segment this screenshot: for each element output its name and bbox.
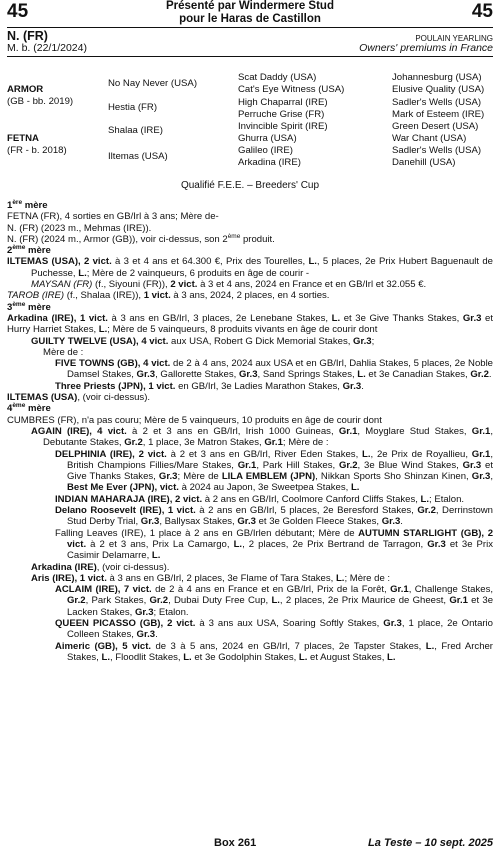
produce-entry: Aimeric (GB), 5 vict. de 3 à 5 ans, 2024 en GB/Irl, 7 places, 2e Tapster Stakes, L., Fred Archer Stakes, L., Floodlit Stakes, L. et 3e Godolphin Stakes, L. et August Stakes, L. (55, 640, 493, 663)
dam-name: FETNA (7, 133, 39, 144)
dam-info: (FR - b. 2018) (7, 145, 67, 156)
pedigree-g4: Elusive Quality (USA) (392, 84, 485, 95)
sale-date: La Teste – 10 sept. 2025 (368, 837, 493, 849)
box-number: Box 261 (214, 837, 257, 849)
dam-4-record: CUMBRES (FR), n'a pas couru; Mère de 5 vainqueurs, 10 produits en âge de courir dont (7, 414, 382, 426)
pedigree-g2: No Nay Never (USA) (108, 78, 198, 89)
produce-entry: INDIAN MAHARAJA (IRE), 2 vict. à 2 ans en GB/Irl, Coolmore Canford Cliffs Stakes, L.; Etalon. (55, 493, 465, 505)
pedigree-g2: Hestia (FR) (108, 102, 158, 113)
pedigree-g3: Perruche Grise (FR) (238, 109, 325, 120)
pedigree-g3: Scat Daddy (USA) (238, 72, 317, 83)
produce-entry: Three Priests (JPN), 1 vict. en GB/Irl, 3e Ladies Marathon Stakes, Gr.3. (55, 380, 364, 392)
sire-name: ARMOR (7, 84, 44, 95)
dam-3-record: Arkadina (IRE), 1 vict. à 3 ans en GB/Irl, 3 places, 2e Lenebane Stakes, L. et 3e Give Thanks Stakes, Gr.3 et Hurry Harriet Stakes, L.; Mère de 5 vainqueurs, 8 produits vivants en âge de courir dont (7, 312, 493, 336)
produce-entry: MAYSAN (FR) (f., Siyouni (FR)), 2 vict. à 3 et 4 ans, 2024 en France et en GB/Irl et 32.055 €. (31, 279, 427, 291)
produce-entry: QUEEN PICASSO (GB), 2 vict. à 3 ans aux USA, Soaring Softly Stakes, Gr.3, 1 place, 2e Ontario Colleen Stakes, Gr.3. (55, 617, 493, 641)
pedigree-g3: Ghurra (USA) (238, 133, 297, 144)
section-title-1: 1ère mère (7, 198, 48, 211)
pedigree-g4: Green Desert (USA) (392, 121, 479, 132)
produce-entry: AGAIN (IRE), 4 vict. à 2 et 3 ans en GB/Irl, Irish 1000 Guineas, Gr.1, Moyglare Stud Stakes, Gr.1, Debutante Stakes, Gr.2, 1 place, 3e Matron Stakes, Gr.1; Mère de : (31, 425, 493, 449)
produce-record (7, 200, 493, 663)
produce-entry: Delano Roosevelt (IRE), 1 vict. à 2 ans en GB/Irl, 5 places, 2e Beresford Stakes, Gr.2, Derrinstown Stud Derby Trial, Gr.3, Ballysax Stakes, Gr.3 et 3e Golden Fleece Stakes, Gr.3. (55, 505, 493, 528)
dam-2-record: ILTEMAS (USA), 2 vict. à 3 et 4 ans et 64.300 €, Prix des Tourelles, L., 5 places, 2e Prix Hubert Baguenault de Puchesse, L.; Mère de 2 vainqueurs, 6 produits en âge de courir - (7, 256, 493, 279)
header-rule (7, 56, 493, 57)
pedigree-g2: Iltemas (USA) (108, 151, 168, 162)
horse-category: POULAIN YEARLING (415, 34, 493, 43)
horse-sex-birth: M. b. (22/1/2024) (7, 42, 87, 54)
section-title-4: 4ème mère (7, 402, 51, 415)
pedigree-g3: Cat's Eye Witness (USA) (238, 84, 345, 95)
produce-entry: ILTEMAS (USA), (voir ci-dessus). (7, 392, 151, 404)
pedigree-g4: Sadler's Wells (USA) (392, 145, 482, 156)
pedigree-g4: War Chant (USA) (392, 133, 467, 144)
top-rule (7, 27, 493, 28)
produce-entry: Falling Leaves (IRE), 1 place à 2 ans en GB/Irlen débutant; Mère de AUTUMN STARLIGHT (GB), 2 vict. à 2 et 3 ans, Prix La Camargo, L., 2 places, 2e Prix Bertrand de Tarragon, Gr.3 et 3e Prix Casimir Delamarre, L. (55, 527, 494, 562)
dam-1-record: FETNA (FR), 4 sorties en GB/Irl à 3 ans; Mère de- (7, 211, 219, 223)
pedigree-g4: Sadler's Wells (USA) (392, 97, 482, 108)
produce-entry: Aris (IRE), 1 vict. à 3 ans en GB/Irl, 2 places, 3e Flame of Tara Stakes, L.; Mère de : (31, 572, 391, 584)
consignor-line1: Présenté par Windermere Stud (166, 0, 334, 12)
section-title-3: 3ème mère (7, 300, 51, 313)
consignor-line2: pour le Haras de Castillon (179, 12, 321, 25)
pedigree-g3: Arkadina (IRE) (238, 157, 301, 168)
qualification-note: Qualifié F.E.E. – Breeders' Cup (180, 180, 320, 191)
produce-entry: FIVE TOWNS (GB), 4 vict. de 2 à 4 ans, 2024 aux USA et en GB/Irl, Dahlia Stakes, 5 places, 2e Noble Damsel Stakes, Gr.3, Gallorette Stakes, Gr.3, Sand Springs Stakes, L. et 3e Canadian Stakes, Gr.2. (55, 358, 493, 381)
pedigree-g4: Danehill (USA) (392, 157, 456, 168)
produce-entry: GUILTY TWELVE (USA), 4 vict. aux USA, Robert G Dick Memorial Stakes, Gr.3; Mère de : (31, 335, 375, 358)
pedigree-g3: Galileo (IRE) (238, 145, 293, 156)
pedigree-g3: High Chaparral (IRE) (238, 97, 328, 108)
consignor (90, 0, 410, 25)
pedigree-g4: Johannesburg (USA) (392, 72, 482, 83)
lot-number-right: 45 (471, 1, 493, 22)
sire-info: (GB - bb. 2019) (7, 96, 74, 107)
lot-number-left: 45 (7, 1, 29, 22)
produce-entry: ACLAIM (IRE), 7 vict. de 2 à 4 ans en France et en GB/Irl, Prix de la Forêt, Gr.1, Challenge Stakes, Gr.2, Park Stakes, Gr.2, Dubai Duty Free Cup, L., 2 places, 2e Prix Maurice de Gheest, Gr.1 et 3e Lacken Stakes, Gr.3; Etalon. (55, 584, 494, 618)
produce-entry: N. (FR) (2023 m., Mehmas (IRE)). (7, 222, 152, 234)
produce-entry: TAROB (IRE) (f., Shalaa (IRE)), 1 vict. à 3 ans, 2024, 2 places, en 4 sorties. (7, 290, 330, 302)
produce-entry: DELPHINIA (IRE), 2 vict. à 2 et 3 ans en GB/Irl, River Eden Stakes, L., 2e Prix de Royallieu, Gr.1, British Champions Fillies/Mare Stakes, Gr.1, Park Hill Stakes, Gr.2, 3e Blue Wind Stakes, Gr.3 et Give Thanks Stakes, Gr.3; Mère de LILA EMBLEM (JPN), Nikkan Sports Sho Shinzan Kinen, Gr.3, Best Me Ever (JPN), vict. à 2024 au Japon, 3e Sweetpea Stakes, L. (55, 448, 494, 494)
produce-entry: Arkadina (IRE), (voir ci-dessus). (31, 561, 170, 573)
owners-premiums: Owners' premiums in France (359, 42, 493, 54)
pedigree-g2: Shalaa (IRE) (108, 125, 163, 136)
pedigree-g3: Invincible Spirit (IRE) (238, 121, 328, 132)
produce-entry: N. (FR) (2024 m., Armor (GB)), voir ci-dessus, son 2ème produit. (7, 232, 275, 245)
section-title-2: 2ème mère (7, 244, 51, 257)
horse-name: N. (FR) (7, 29, 48, 43)
pedigree-g4: Mark of Esteem (IRE) (392, 109, 485, 120)
